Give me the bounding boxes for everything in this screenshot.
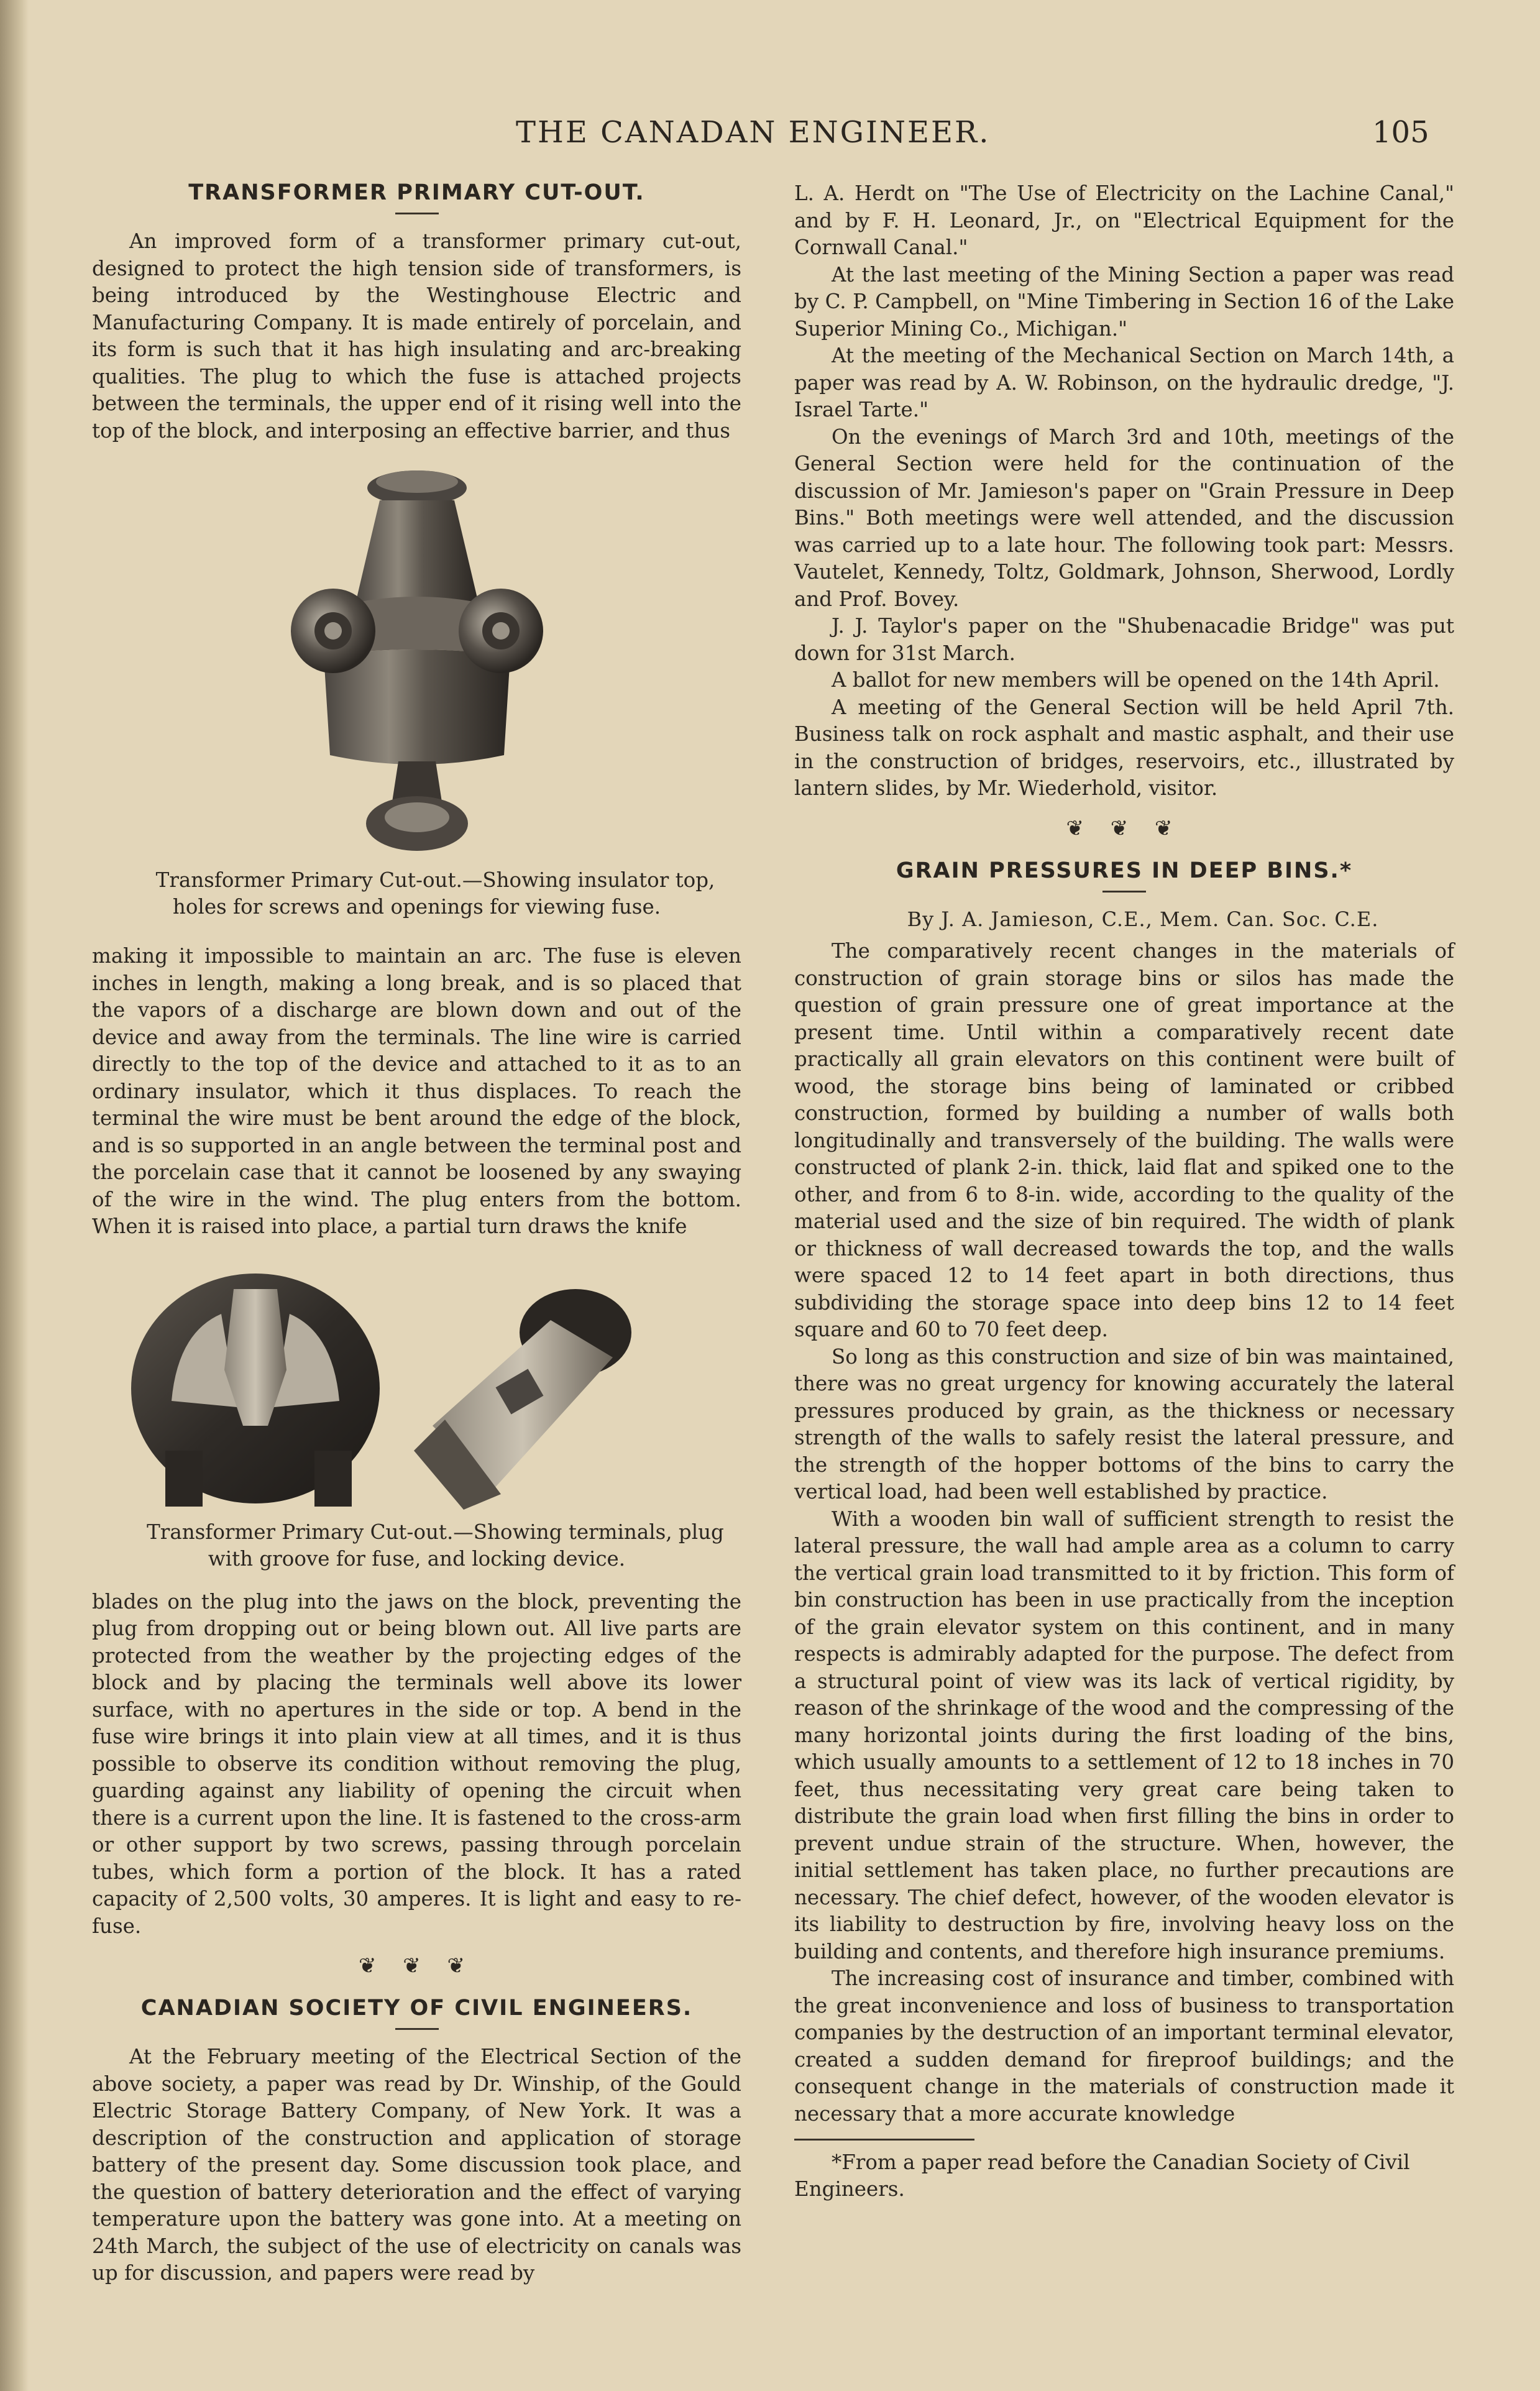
article-title-civil-engineers: CANADIAN SOCIETY OF CIVIL ENGINEERS. [140,1996,693,2021]
paragraph: At the meeting of the Mechanical Section on March 14th, a paper was read by A. W. Robinson, on the hydraulic dredge, "J. Israel Tarte." [794,344,1454,421]
right-column [794,180,1454,2203]
paragraph: At the last meeting of the Mining Section a paper was read by C. P. Campbell, on "Mine Timbering in Section 16 of the Lake Superior Mining Co., Michigan." [794,262,1454,341]
running-head: THE CANADAN ENGINEER. [516,115,991,150]
footnote: *From a paper read before the Canadian Society of Civil Engineers. [794,2150,1410,2201]
figure-caption-1: Transformer Primary Cut-out.—Showing insulator top, holes for screws and openings for viewing fuse. [155,868,715,919]
paragraph: The increasing cost of insurance and timber, combined with the great inconvenience and loss of business to transportation companies by the destruction of an important terminal elevator, created a sudden demand for fireproof buildings; and the consequent change in the materials of construction made it necessary that a more accurate knowledge [794,1966,1454,2126]
title-rule [395,2028,439,2030]
byline: By J. A. Jamieson, C.E., Mem. Can. Soc. C.E. [907,907,1379,931]
title-rule [395,213,439,214]
footnote-rule [794,2139,974,2141]
figure-caption-2: Transformer Primary Cut-out.—Showing terminals, plug with groove for fuse, and locking device. [147,1520,724,1571]
paragraph: With a wooden bin wall of sufficient strength to resist the lateral pressure, the wall had ample area as a column to carry the vertical grain load transmitted to it by friction. This form of bin construction has been in use practically from the inception of the grain elevator system on this continent, and in many respects is admirably adapted for the purpose. The defect from a structural point of view was its lack of vertical rigidity, by reason of the shrinkage of the wood and the compressing of the many horizontal joints during the first loading of the bins, which usually amounts to a settlement of 12 to 18 inches in 70 feet, thus necessitating very great care being taken to distribute the grain load when first filling the bins in order to prevent undue strain of the structure. When, however, the initial settlement has taken place, no further precautions are necessary. The chief defect, however, of the wooden elevator is its liability to destruction by fire, involving heavy loss on the building and contents, and therefore high insurance premiums. [794,1507,1454,1963]
section-ornament: ❦ ❦ ❦ [1066,815,1183,841]
paragraph: A ballot for new members will be opened on the 14th April. [832,668,1440,692]
figure-cutout-insulator [274,463,560,861]
binding-edge-shadow [0,0,29,2391]
paragraph: L. A. Herdt on "The Use of Electricity on the Lachine Canal," and by F. H. Leonard, Jr., on "Electrical Equipment for the Cornwall Canal." [794,181,1454,259]
paragraph: So long as this construction and size of bin was maintained, there was no great urgency for knowing accurately the lateral pressures produced by grain, as the thickness or necessary strength of the walls to safely resist the lateral pressure, and the strength of the hopper bottoms of the bins to carry the vertical load, had been well established by practice. [794,1344,1454,1503]
paragraph: The comparatively recent changes in the materials of construction of grain storage bins or silos has made the question of grain pressure one of great importance at the present time. Until within a comparatively recent date practically all grain elevators on this continent were built of wood, the storage bins being of laminated or cribbed construction, formed by building a number of walls both longitudinally and transversely of the building. The walls were constructed of plank 2-in. thick, laid flat and spiked one to the other, and from 6 to 8-in. wide, according to the quality of the material used and the size of bin required. The width of plank or thickness of wall decreased towards the top, and the walls were spaced 12 to 14 feet apart in both directions, thus subdividing the storage space into deep bins 12 to 14 feet square and 60 to 70 feet deep. [794,939,1454,1341]
article-title-transformer: TRANSFORMER PRIMARY CUT-OUT. [188,180,645,205]
figure-cutout-terminals [128,1264,706,1513]
paragraph: At the February meeting of the Electrical Section of the above society, a paper was read by Dr. Winship, of the Gould Electric Storage Battery Company, of New York. It was a description of the construction and application of storage battery of the present day. Some discussion took place, and the question of battery deterioration and the effect of varying temperature upon the battery was gone into. At a meeting on 24th March, the subject of the use of electricity on canals was up for discussion, and papers were read by [92,2045,741,2285]
paragraph: An improved form of a transformer primary cut-out, designed to protect the high tension side of transformers, is being introduced by the Westinghouse Electric and Manufacturing Company. It is made entirely of porcelain, and its form is such that it has high insulating and arc-breaking qualities. The plug to which the fuse is attached projects between the terminals, the upper end of it rising well into the top of the block, and interposing an effective barrier, and thus [92,229,741,443]
paragraph: On the evenings of March 3rd and 10th, meetings of the General Section were held for the continuation of the discussion of Mr. Jamieson's paper on "Grain Pressure in Deep Bins." Both meetings were well attended, and the discussion was carried up to a late hour. The following took part: Messrs. Vautelet, Kennedy, Toltz, Goldmark, Johnson, Sherwood, Lordly and Prof. Bovey. [794,425,1454,611]
paragraph: J. J. Taylor's paper on the "Shubenacadie Bridge" was put down for 31st March. [794,614,1454,665]
paragraph: making it impossible to maintain an arc. The fuse is eleven inches in length, making a long break, and is so placed that the vapors of a discharge are blown down and out of the device and away from the terminals. The line wire is carried directly to the top of the device and attached to it as to an ordinary insulator, which it thus displaces. To reach the terminal the wire must be bent around the edge of the block, and is so supported in an angle between the terminal post and the porcelain case that it cannot be loosened by any swaying of the wire in the wind. The plug enters from the bottom. When it is raised into place, a partial turn draws the knife [92,944,741,1238]
section-ornament: ❦ ❦ ❦ [358,1953,475,1978]
left-column [92,180,741,2287]
page-number: 105 [1372,115,1429,150]
paragraph: blades on the plug into the jaws on the block, preventing the plug from dropping out or being blown out. All live parts are protected from the weather by the projecting edges of the block and by placing the terminals well above its lower surface, with no apertures in the side or top. A bend in the fuse wire brings it into plain view at all times, and it is thus possible to observe its condition without removing the plug, guarding against any liability of opening the circuit when there is a current upon the line. It is fastened to the cross-arm or other support by two screws, passing through porcelain tubes, which form a portion of the block. It has a rated capacity of 2,500 volts, 30 amperes. It is light and easy to re-fuse. [92,1589,741,1938]
paragraph: A meeting of the General Section will be held April 7th. Business talk on rock asphalt and mastic asphalt, and their use in the construction of bridges, reservoirs, etc., illustrated by lantern slides, by Mr. Wiederhold, visitor. [794,695,1454,800]
article-title-grain-pressures: GRAIN PRESSURES IN DEEP BINS.* [896,858,1353,883]
cutout-terminals-illustration [128,1264,706,1513]
title-rule [1102,891,1146,893]
cutout-insulator-illustration [274,463,560,861]
